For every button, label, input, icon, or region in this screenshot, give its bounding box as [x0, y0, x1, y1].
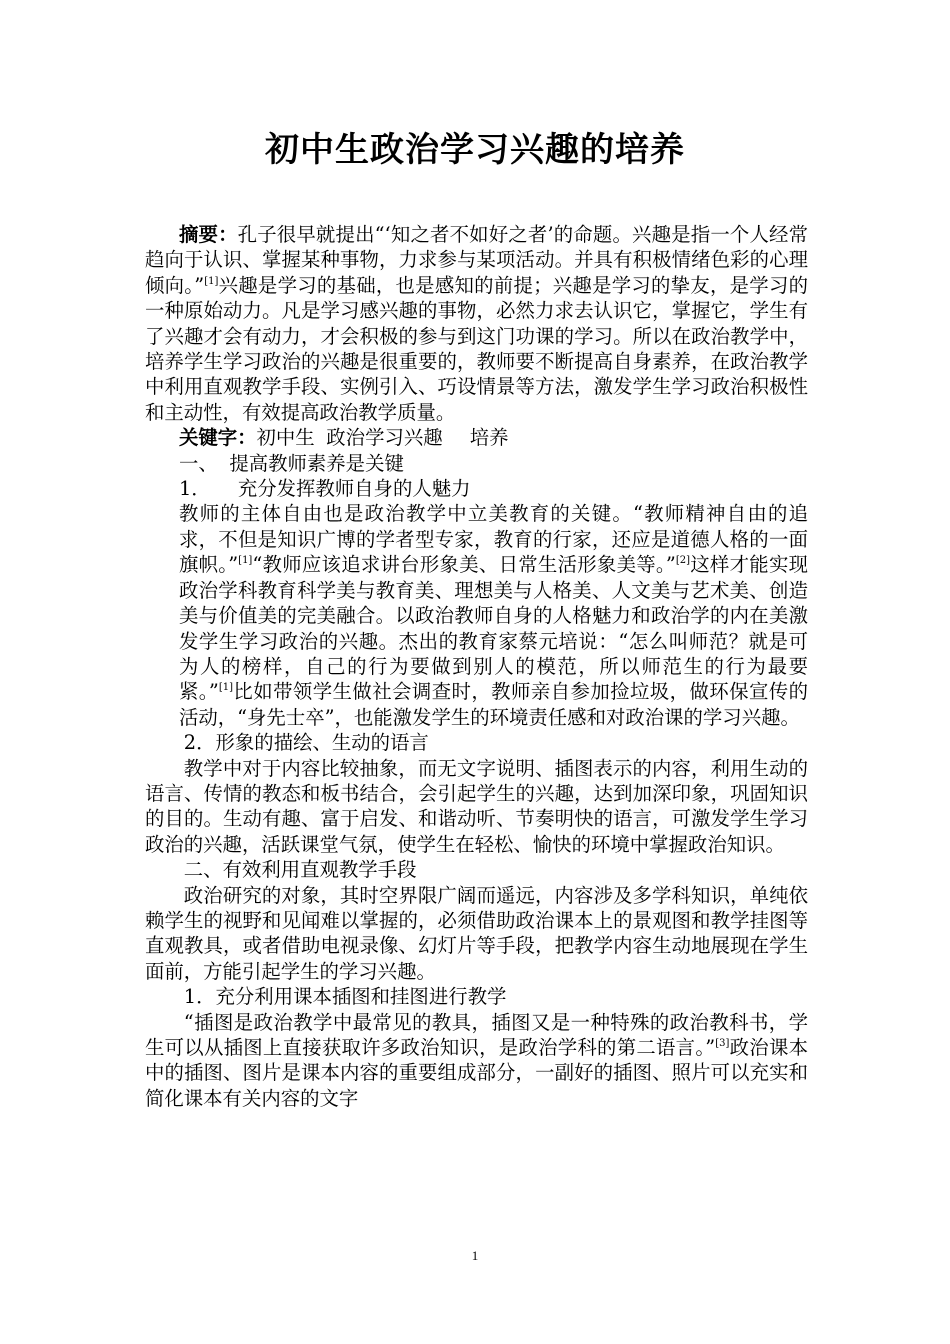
- page-number: 1: [471, 1248, 479, 1263]
- keyword-3: 培养: [469, 426, 509, 450]
- section-1-heading: [179, 451, 808, 476]
- section-2-heading: 二、有效利用直观教学手段: [183, 858, 417, 882]
- subsection-2-1-heading: 1．充分利用课本插图和挂图进行教学: [183, 985, 507, 1009]
- paragraph: [179, 501, 808, 730]
- keyword-1: 初中生: [256, 426, 315, 450]
- citation-ref: [1]: [204, 275, 219, 287]
- subsection-1-1-heading-text: 充分发挥教师自身的人魅力: [237, 477, 471, 501]
- paragraph-text: 比如带领学生做社会调查时，教师亲自参加捡垃圾，做环保宣传的活动，“身先士卒”，也能激发学生的环境责任感和对政治课的学习兴趣。: [178, 680, 808, 729]
- subsection-1-2-heading: 2．形象的描绘、生动的语言: [183, 731, 429, 755]
- abstract-text-a: 孔子很早就提出“‘知之者不如好之者’的命题。兴趣是指一个人经常趋向于认识、掌握某种事物，力求参与某项活动。并具有积极情绪色彩的心理倾向。”: [145, 223, 809, 297]
- document-title: 初中生政治学习兴趣的培养: [265, 130, 685, 170]
- citation-ref: [3]: [715, 1038, 730, 1049]
- keywords-line: [145, 425, 808, 450]
- subsection-1-1-number: 1．: [178, 477, 211, 501]
- subsection-1-1-heading: [179, 476, 808, 501]
- paragraph: 政治研究的对象，其时空界限广阔而遥远，内容涉及多学科知识，单纯依赖学生的视野和见闻难以掌握的，必须借助政治课本上的景观图和教学挂图等直观教具，或者借助电视录像、幻灯片等手段，把教学内容生动地展现在学生面前，方能引起学生的学习兴趣。: [145, 883, 808, 983]
- abstract-paragraph: [145, 222, 808, 425]
- abstract-text-b: 兴趣是学习的基础，也是感知的前提；兴趣是学习的挚友，是学习的一种原始动力。凡是学习感兴趣的事物，必然力求去认识它，掌握它，学生有了兴趣才会有动力，才会积极的参与到这门功课的学习。所以在政治教学中，培养学生学习政治的兴趣是很重要的，教师要不断提高自身素养，在政治教学中利用直观教学手段、实例引入、巧设情景等方法，激发学生学习政治积极性和主动性，有效提高政治教学质量。: [145, 273, 809, 424]
- paragraph-text: “插图是政治教学中最常见的教具，插图又是一种特殊的政治教科书，学生可以从插图上直接获取许多政治知识，是政治学科的第二语言。”: [145, 1010, 808, 1059]
- paragraph-text: 教师的主体自由也是政治教学中立美教育的关键。“教师精神自由的追求，不但是知识广博的学者型专家，教育的行家，还应是道德人格的一面旗帜。”: [178, 502, 808, 577]
- keyword-2: 政治学习兴趣: [326, 426, 443, 450]
- citation-ref: [2]: [675, 555, 690, 567]
- citation-ref: [1]: [238, 555, 253, 567]
- paragraph-text: “教师应该追求讲台形象美、日常生活形象美等。”: [252, 553, 676, 577]
- paragraph: [145, 1010, 808, 1112]
- paragraph: 教学中对于内容比较抽象，而无文字说明、插图表示的内容，利用生动的语言、传情的教态和板书结合，会引起学生的兴趣，达到加深印象，巩固知识的目的。生动有趣、富于启发、和谐动听、节奏明快的语言，可激发学生学习政治的兴趣，活跃课堂气氛，使学生在轻松、愉快的环境中掌握政治知识。: [145, 756, 808, 856]
- abstract-label: 摘要：: [178, 223, 238, 246]
- section-1-heading-text: 提高教师素养是关键: [229, 451, 404, 475]
- citation-ref: [1]: [218, 682, 233, 694]
- paragraph-text: 这样才能实现政治学科教育科学美与教育美、理想美与人格美、人文美与艺术美、创造美与价值美的完美融合。以政治教师自身的人格魅力和政治学的内在美激发学生学习政治的兴趣。杰出的教育家蔡元培说：“怎么叫师范？就是可为人的榜样，自己的行为要做到别人的模范，所以师范生的行为最要紧。”: [178, 553, 809, 704]
- section-1-number: 一、: [178, 451, 218, 475]
- paragraph-text: 政治课本中的插图、图片是课本内容的重要组成部分，一副好的插图、照片可以充实和简化课本有关内容的文字: [145, 1036, 808, 1110]
- document-body: [145, 222, 808, 1111]
- section-1: [145, 451, 808, 730]
- keywords-label: 关键字：: [178, 426, 257, 450]
